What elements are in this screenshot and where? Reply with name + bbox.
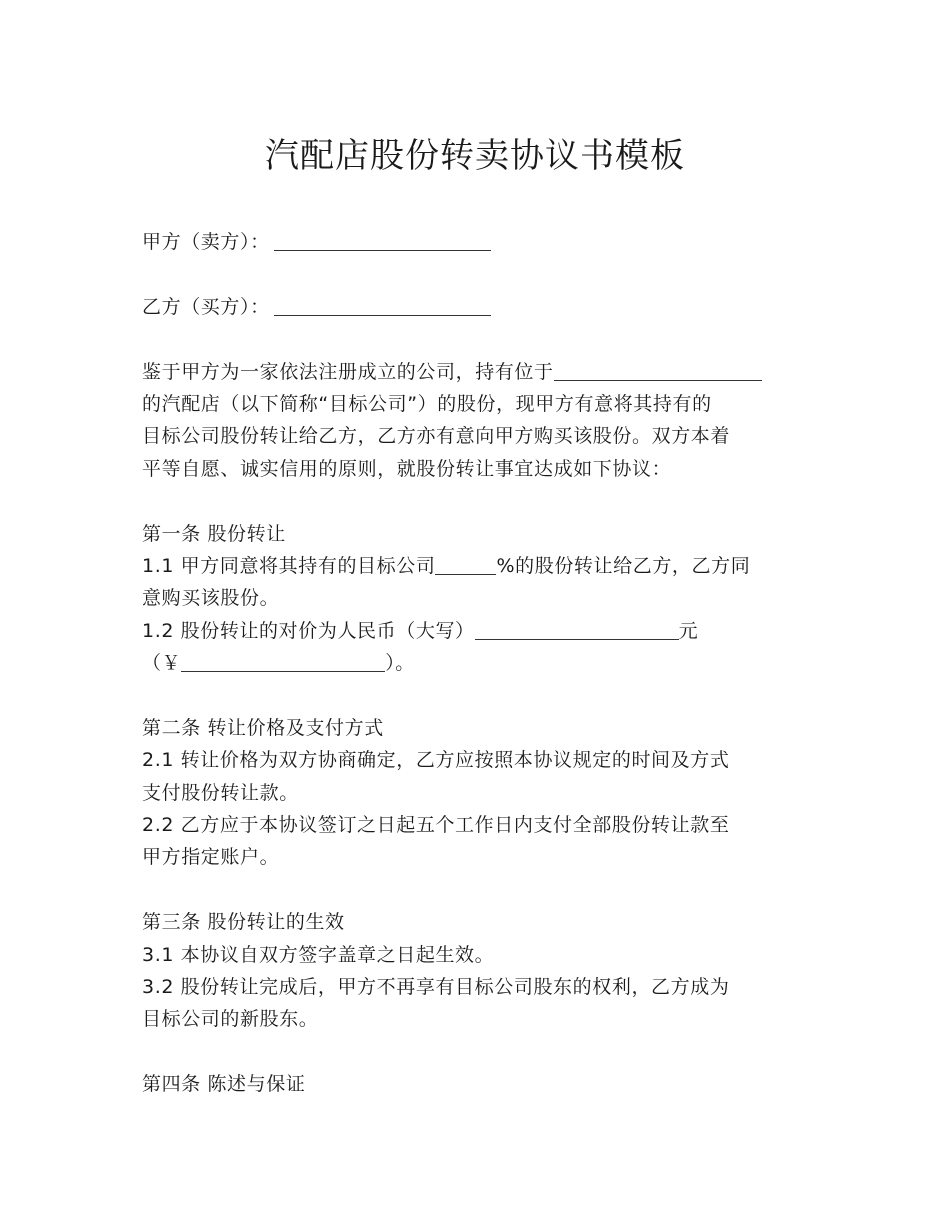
party-a-blank[interactable]: [274, 228, 491, 251]
clause-2-1: 2.1 转让价格为双方协商确定，乙方应按照本协议规定的时间及方式: [142, 749, 730, 772]
preamble-line: [142, 356, 804, 388]
spacer: [142, 679, 804, 711]
preamble-text: 鉴于甲方为一家依法注册成立的公司，持有位于: [142, 360, 554, 383]
clause-1-2: [142, 615, 804, 647]
location-blank[interactable]: [554, 358, 762, 381]
article-3-heading: 第三条 股份转让的生效: [142, 911, 345, 934]
clause-text: 1.2 股份转让的对价为人民币（大写）: [142, 619, 475, 642]
party-b-line: [142, 291, 804, 323]
spacer: [142, 1036, 804, 1068]
clause-text: 元: [678, 619, 699, 642]
preamble-line: 目标公司股份转让给乙方，乙方亦有意向甲方购买该股份。双方本着: [142, 425, 731, 448]
article-2-heading: 第二条 转让价格及支付方式: [142, 716, 384, 739]
clause-text: （￥: [142, 652, 182, 675]
article-4-heading: 第四条 陈述与保证: [142, 1073, 306, 1096]
document-title: 汽配店股份转卖协议书模板: [265, 136, 685, 176]
clause-2-2-cont: 甲方指定账户。: [142, 846, 280, 869]
clause-1-1: [142, 550, 804, 582]
party-b-blank[interactable]: [274, 293, 491, 316]
spacer: [142, 323, 804, 355]
clause-2-2: 2.2 乙方应于本协议签订之日起五个工作日内支付全部股份转让款至: [142, 814, 730, 837]
clause-3-2: 3.2 股份转让完成后，甲方不再享有目标公司股东的权利，乙方成为: [142, 975, 730, 998]
clause-text: %的股份转让给乙方，乙方同: [496, 554, 751, 577]
clause-1-2-cont: [142, 647, 804, 679]
clause-3-2-cont: 目标公司的新股东。: [142, 1008, 319, 1031]
clause-2-1-cont: 支付股份转让款。: [142, 781, 299, 804]
clause-1-1-cont: 意购买该股份。: [142, 587, 280, 610]
party-a-line: [142, 226, 804, 258]
preamble-line: 的汽配店（以下简称“目标公司”）的股份，现甲方有意将其持有的: [142, 392, 712, 415]
clause-text: ）。: [385, 652, 415, 675]
document-body: [142, 226, 804, 1101]
amount-words-blank[interactable]: [475, 617, 679, 640]
spacer: [142, 485, 804, 517]
amount-number-blank[interactable]: [181, 649, 385, 672]
article-1-heading: 第一条 股份转让: [142, 522, 286, 545]
spacer: [142, 874, 804, 906]
party-a-label: 甲方（卖方）：: [142, 231, 270, 253]
percentage-blank[interactable]: [435, 552, 496, 575]
preamble-line: 平等自愿、诚实信用的原则，就股份转让事宜达成如下协议：: [142, 457, 672, 480]
spacer: [142, 258, 804, 290]
clause-3-1: 3.1 本协议自双方签字盖章之日起生效。: [142, 943, 495, 966]
clause-text: 1.1 甲方同意将其持有的目标公司: [142, 554, 436, 577]
party-b-label: 乙方（买方）：: [142, 295, 270, 318]
